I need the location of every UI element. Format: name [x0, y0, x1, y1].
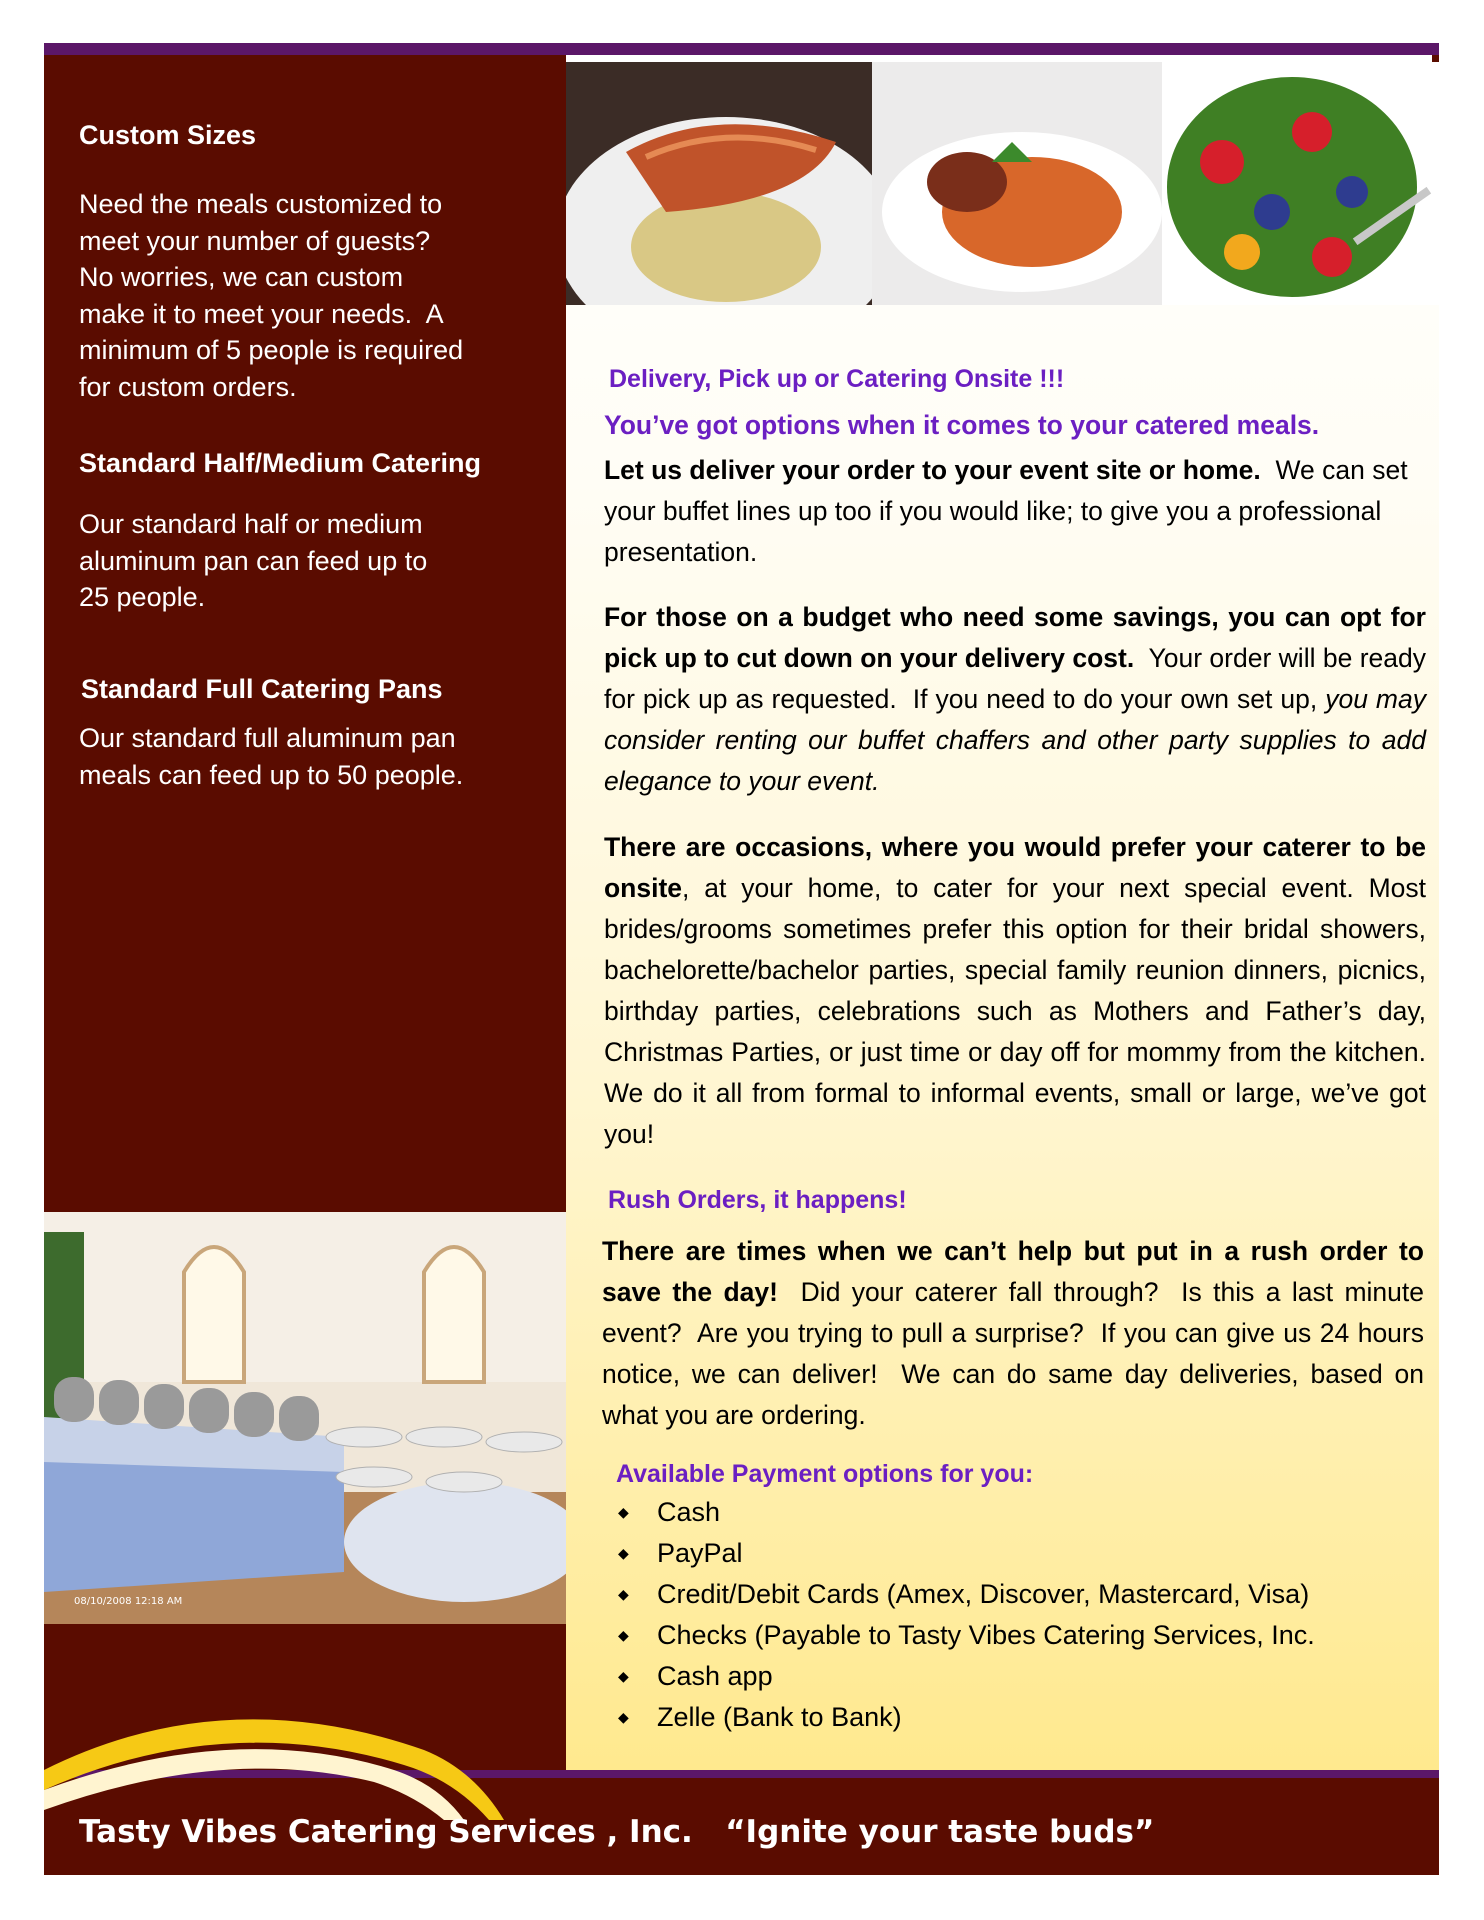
swoosh-decoration-icon — [44, 1690, 524, 1830]
half-catering-heading: Standard Half/Medium Catering — [79, 448, 482, 478]
custom-sizes-text: Need the meals customized to meet your number of guests? No worries, we can custom make it to meet your needs. A minimum of 5 people is required for custom orders. — [79, 189, 464, 402]
berry-salad-photo — [1162, 62, 1439, 305]
half-catering-text: Our standard half or medium aluminum pan can feed up to 25 people. — [79, 509, 428, 612]
onsite-paragraph: There are occasions, where you would prefer your caterer to be onsite, at your home, to cater for your next special event. Most brides/grooms sometimes prefer this option for their bridal showers, bachelorette/bachelor parties, special family reunion dinners, picnics, birthday parties, celebrations such as Mothers and Father’s day, Christmas Parties, or just time or day off for mommy from the kitchen. We do it all from formal to informal events, small or large, we’ve got you! — [604, 832, 1426, 1149]
payment-option: ◆ Checks (Payable to Tasty Vibes Catering Services, Inc. — [612, 1615, 1315, 1656]
payment-heading: Available Payment options for you: — [616, 1460, 1034, 1488]
pickup-paragraph: For those on a budget who need some savings, you can opt for pick up to cut down on your delivery cost. Your order will be ready for pick up as requested. If you need to do your own set up, you may consider renting our buffet chaffers and other party supplies to add elegance to your event. — [604, 602, 1434, 796]
payment-options-list — [612, 1492, 1315, 1738]
footer-company-tagline: Tasty Vibes Catering Services , Inc. “Ignite your taste buds” — [79, 1814, 1155, 1850]
payment-option: ◆ Cash — [612, 1492, 1315, 1533]
payment-option: ◆ Cash app — [612, 1656, 1315, 1697]
custom-sizes-heading: Custom Sizes — [79, 120, 257, 150]
full-catering-heading: Standard Full Catering Pans — [81, 674, 443, 704]
payment-option: ◆ Credit/Debit Cards (Amex, Discover, Mastercard, Visa) — [612, 1574, 1315, 1615]
jollof-rice-chicken-photo — [872, 62, 1162, 305]
photo-date-stamp: 08/10/2008 12:18 AM — [74, 1596, 183, 1607]
delivery-heading: Delivery, Pick up or Catering Onsite !!! — [609, 365, 1065, 393]
rush-orders-paragraph: There are times when we can’t help but put in a rush order to save the day! Did your caterer fall through? Is this a last minute event? Are you trying to pull a surprise? If you can give us 24 hours notice, we can deliver! We can do same day deliveries, based on what you are ordering. — [602, 1236, 1432, 1430]
top-accent-bar — [44, 43, 1439, 55]
buffet-setup-photo — [44, 1212, 566, 1624]
full-catering-text: Our standard full aluminum pan meals can feed up to 50 people. — [79, 723, 464, 790]
rush-orders-heading: Rush Orders, it happens! — [608, 1186, 907, 1214]
payment-option: ◆ Zelle (Bank to Bank) — [612, 1697, 1315, 1738]
salmon-rice-photo — [566, 62, 872, 305]
payment-option: ◆ PayPal — [612, 1533, 1315, 1574]
delivery-subheading: You’ve got options when it comes to your catered meals. — [604, 410, 1320, 440]
delivery-paragraph: Let us deliver your order to your event site or home. We can set your buffet lines up too if you would like; to give you a professional presentation. — [604, 455, 1415, 567]
